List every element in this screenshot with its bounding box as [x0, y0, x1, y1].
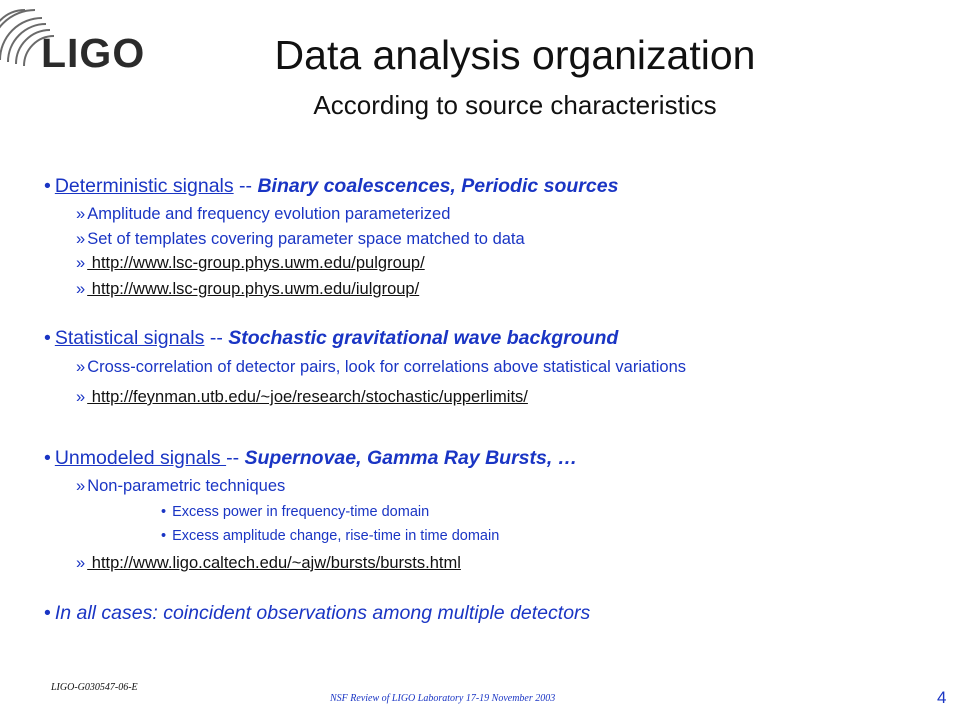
sub-item-link: [76, 388, 528, 407]
page-title: Data analysis organization: [274, 32, 756, 78]
all-cases-text: In all cases: coincident observations among multiple detectors: [54, 602, 591, 624]
page-subtitle: According to source characteristics: [313, 90, 717, 120]
bullet-dot: •: [44, 327, 51, 349]
iulgroup-link[interactable]: http://www.lsc-group.phys.uwm.edu/iulgroup/: [87, 280, 420, 298]
page-number: 4: [937, 688, 947, 707]
bullet-unmodeled: [44, 447, 577, 470]
sub-item-text: Non-parametric techniques: [87, 477, 286, 495]
sub-marker: »: [76, 358, 86, 376]
separator: --: [226, 447, 245, 469]
bullet-dot: •: [44, 602, 51, 624]
sub-sub-item-text: Excess power in frequency-time domain: [172, 504, 430, 520]
sub-item: [76, 477, 285, 496]
pulgroup-link[interactable]: http://www.lsc-group.phys.uwm.edu/pulgroup/: [87, 254, 425, 272]
sub-marker: »: [76, 254, 86, 272]
deterministic-label[interactable]: Deterministic signals: [54, 175, 234, 197]
unmodeled-desc: Supernovae, Gamma Ray Bursts, …: [244, 447, 578, 469]
bullet-all-cases: [44, 602, 590, 625]
sub-item-link: [76, 280, 419, 299]
statistical-desc: Stochastic gravitational wave background: [228, 327, 619, 349]
bullet-dot: •: [44, 447, 51, 469]
statistical-label[interactable]: Statistical signals: [54, 327, 205, 349]
sub-marker: »: [76, 280, 86, 298]
document-id: LIGO-G030547-06-E: [51, 682, 138, 693]
sub-sub-item-text: Excess amplitude change, rise-time in time domain: [172, 528, 500, 544]
sub-sub-dot: •: [161, 528, 167, 544]
bursts-link[interactable]: http://www.ligo.caltech.edu/~ajw/bursts/bursts.html: [87, 554, 461, 572]
bullet-deterministic: [44, 175, 618, 198]
sub-item: [76, 230, 525, 249]
sub-item-link: [76, 254, 425, 273]
sub-sub-dot: •: [161, 504, 167, 520]
sub-item-text: Set of templates covering parameter space matched to data: [87, 230, 525, 248]
sub-item: [76, 358, 686, 377]
sub-marker: »: [76, 477, 86, 495]
sub-marker: »: [76, 554, 86, 572]
bullet-statistical: [44, 327, 618, 350]
sub-item: [76, 205, 450, 224]
sub-sub-item: [161, 504, 429, 520]
stochastic-link[interactable]: http://feynman.utb.edu/~joe/research/stochastic/upperlimits/: [87, 388, 528, 406]
sub-item-text: Cross-correlation of detector pairs, look for correlations above statistical variations: [87, 358, 687, 376]
sub-marker: »: [76, 205, 86, 223]
sub-marker: »: [76, 230, 86, 248]
bullet-dot: •: [44, 175, 51, 197]
separator: --: [204, 327, 229, 349]
logo-text: LIGO: [41, 30, 146, 76]
sub-item-link: [76, 554, 461, 573]
sub-sub-item: [161, 528, 499, 544]
separator: --: [233, 175, 258, 197]
sub-marker: »: [76, 388, 86, 406]
unmodeled-label[interactable]: Unmodeled signals: [54, 447, 227, 469]
sub-item-text: Amplitude and frequency evolution parameterized: [87, 205, 451, 223]
deterministic-desc: Binary coalescences, Periodic sources: [257, 175, 619, 197]
review-footer: NSF Review of LIGO Laboratory 17-19 November 2003: [330, 693, 556, 704]
